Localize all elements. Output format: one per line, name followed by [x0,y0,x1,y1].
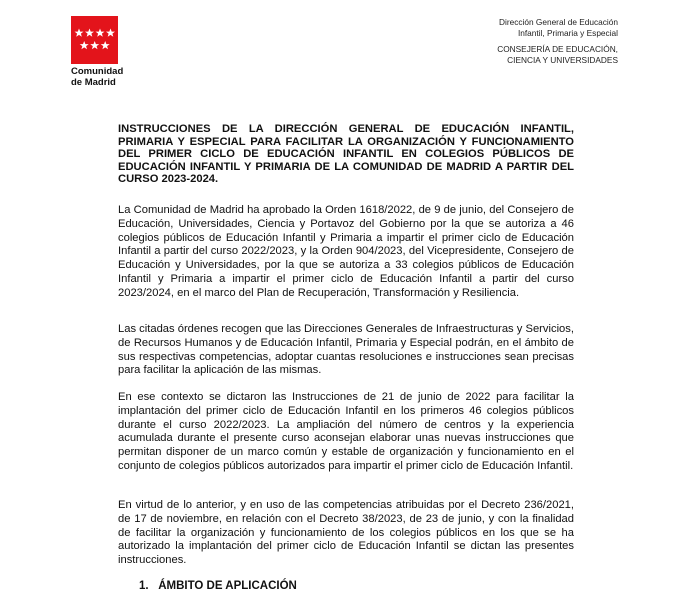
section-title: ÁMBITO DE APLICACIÓN [158,580,297,592]
paragraph: En virtud de lo anterior, y en uso de las competencias atribuidas por el Decreto 236/2021, de 17 de noviembre, en relación con el Decreto 38/2023, de 23 de junio, y con la finalidad de facilitar la organización y funcionamiento de los colegios públicos en los que se ha autorizado la implantación del primer ciclo de Educación Infantil se dictan las presentes instrucciones. [118,499,574,567]
paragraph: En ese contexto se dictaron las Instrucciones de 21 de junio de 2022 para facilitar la implantación del primer ciclo de Educación Infantil en los primeros 46 colegios públicos durante el curso 2022/2023. La ampliación del número de centros y la experiencia acumulada durante el presente curso aconsejan elaborar unas nuevas instrucciones que permitan disponer de un marco común y estable de organización y funcionamiento en el conjunto de colegios públicos autorizados para impartir el primer ciclo de Educación Infantil. [118,391,574,472]
department-line-4: CIENCIA Y UNIVERSIDADES [507,54,618,65]
section-number: 1. [139,580,149,592]
department-line-3: CONSEJERÍA DE EDUCACIÓN, [497,44,618,54]
logo-label-line-2: de Madrid [71,76,116,88]
department-header [497,17,618,65]
paragraph: La Comunidad de Madrid ha aprobado la Orden 1618/2022, de 9 de junio, del Consejero de Educación, Universidades, Ciencia y Portavoz del Gobierno por la que se autoriza a 46 colegios públicos de Educación Infantil y Primaria a impartir el primer ciclo de Educación Infantil a partir del curso 2022/2023, y la Orden 904/2023, del Vicepresidente, Consejero de Educación y Universidades, por la que se autoriza a 33 colegios públicos de Educación Infantil y Primaria a impartir el primer ciclo de Educación Infantil a partir del curso 2023/2024, en el marco del Plan de Recuperación, Transformación y Resiliencia. [118,204,574,299]
section-heading [139,580,297,592]
madrid-flag-icon [71,16,118,64]
comunidad-de-madrid-logo [71,16,123,88]
logo-label [71,67,123,88]
department-line-1: Dirección General de Educación [499,17,618,27]
paragraph: Las citadas órdenes recogen que las Direcciones Generales de Infraestructuras y Servicios, de Recursos Humanos y de Educación Infantil, Primaria y Especial podrán, en el ámbito de sus respectivas competencias, adoptar cuantas resoluciones e instrucciones sean precisas para facilitar la aplicación de las mismas. [118,323,574,377]
department-line-2: Infantil, Primaria y Especial [517,27,618,38]
logo-label-line-1: Comunidad [71,66,124,77]
document-title: INSTRUCCIONES DE LA DIRECCIÓN GENERAL DE EDUCACIÓN INFANTIL, PRIMARIA Y ESPECIAL PARA FACILITAR LA ORGANIZACIÓN Y FUNCIONAMIENTO DEL PRIMER CICLO DE EDUCACIÓN INFANTIL EN COLEGIOS PÚBLICOS DE EDUCACIÓN INFANTIL Y PRIMARIA DE LA COMUNIDAD DE MADRID A PARTIR DEL CURSO 2023-2024. [118,123,574,186]
